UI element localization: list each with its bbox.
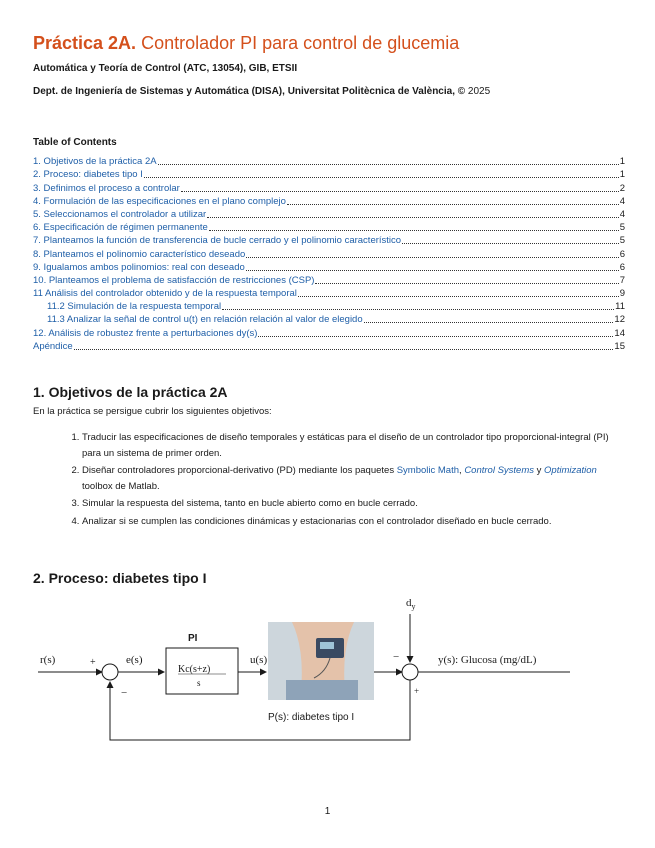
toc-entry-label[interactable]: 11.3 Analizar la señal de control u(t) en relación relación al valor de elegido — [47, 314, 363, 326]
toc-leader — [402, 242, 619, 244]
sum2-minus: − — [393, 651, 400, 663]
toc-entry[interactable] — [33, 326, 625, 339]
toc-entry[interactable] — [33, 300, 625, 313]
toc-entry[interactable] — [33, 287, 625, 300]
optimization-link[interactable]: Optimization — [544, 465, 597, 476]
toc-entry-label[interactable]: 3. Definimos el proceso a controlar — [33, 182, 180, 194]
pump-screen — [320, 642, 334, 649]
objective-3: 3. Simular la respuesta del sistema, tanto en bucle abierto como en bucle cerrado. — [82, 496, 622, 512]
department-text: Dept. de Ingeniería de Sistemas y Automática (DISA), Universitat Politècnica de València, © — [33, 86, 466, 97]
pi-label: PI — [188, 633, 198, 644]
document-title — [33, 33, 459, 54]
objectives-list — [62, 430, 622, 531]
toc-leader — [246, 256, 618, 258]
objective-2 — [82, 463, 622, 494]
toc-entry-label[interactable]: 2. Proceso: diabetes tipo I — [33, 169, 143, 181]
objective-2-tail: toolbox de Matlab. — [82, 480, 160, 492]
toc-entry[interactable] — [33, 221, 625, 234]
toc-entry-label[interactable]: Apéndice — [33, 340, 73, 352]
toc-entry-label[interactable]: 12. Análisis de robustez frente a perturbaciones dy(s) — [33, 327, 258, 339]
toc-page-number: 6 — [619, 248, 625, 260]
page-number: 1 — [324, 806, 331, 817]
toc-page-number: 5 — [619, 235, 625, 247]
control-systems-link[interactable]: Control Systems — [464, 465, 534, 476]
toc-leader — [181, 190, 619, 192]
patient-insulin-pump-image — [268, 622, 374, 700]
toc-page-number: 1 — [619, 156, 625, 168]
toc-page-number: 5 — [619, 222, 625, 234]
toc-leader — [158, 163, 619, 165]
controller-numerator: Kc(s+z) — [178, 664, 211, 675]
toc-page-number: 1 — [619, 169, 625, 181]
sep1: , — [459, 465, 465, 476]
toc-leader — [258, 335, 613, 337]
toc-entry[interactable] — [33, 274, 625, 287]
sep2: y — [534, 465, 545, 476]
dy-main: d — [406, 597, 412, 609]
jeans-shape — [286, 680, 358, 700]
course-line: Automática y Teoría de Control (ATC, 13054), GIB, ETSII — [33, 63, 298, 74]
toc-leader — [246, 269, 619, 271]
title-bold: Práctica 2A. — [33, 33, 137, 53]
output-label: y(s): Glucosa (mg/dL) — [438, 654, 537, 666]
sum2-plus: + — [414, 686, 420, 696]
sum1-minus: − — [121, 687, 128, 699]
block-diagram — [30, 592, 590, 752]
toc-page-number: 6 — [619, 261, 625, 273]
toc-leader — [315, 282, 618, 284]
toc-leader — [209, 229, 619, 231]
section1-heading: 1. Objetivos de la práctica 2A — [33, 384, 228, 400]
toc-page-number: 12 — [614, 314, 625, 326]
toc-entry-label[interactable]: 5. Seleccionamos el controlador a utilizar — [33, 208, 207, 220]
toc-entry[interactable] — [33, 181, 625, 194]
error-label: e(s) — [126, 654, 143, 666]
toc-leader — [207, 216, 619, 218]
objective-4: 4. Analizar si se cumplen las condiciones dinámicas y estacionarias con el controlador diseñado en bucle cerrado. — [82, 514, 622, 530]
dy-sub: y — [411, 602, 416, 611]
disturbance-label — [406, 597, 416, 611]
toc-entry-label[interactable]: 11.2 Simulación de la respuesta temporal — [47, 301, 222, 313]
toc-entry[interactable] — [33, 261, 625, 274]
year: 2025 — [465, 86, 491, 97]
toc-entry-label[interactable]: 4. Formulación de las especificaciones en el plano complejo — [33, 195, 286, 207]
toc-page-number: 9 — [619, 288, 625, 300]
toc-page-number: 7 — [619, 274, 625, 286]
toc-page-number: 15 — [614, 340, 625, 352]
toc-page-number: 14 — [614, 327, 625, 339]
toc-entry[interactable] — [33, 313, 625, 326]
summing-junction-2 — [402, 664, 418, 680]
control-signal-label: u(s) — [250, 654, 268, 666]
summing-junction-1 — [102, 664, 118, 680]
toc-heading: Table of Contents — [33, 137, 117, 148]
toc-entry-label[interactable]: 7. Planteamos la función de transferencia de bucle cerrado y el polinomio característico — [33, 235, 402, 247]
toc-page-number: 11 — [615, 301, 625, 313]
department-line — [33, 86, 490, 97]
toc-page-number: 2 — [619, 182, 625, 194]
toc-leader — [287, 203, 619, 205]
table-of-contents — [33, 155, 625, 353]
sum1-plus: + — [90, 657, 96, 668]
toc-entry[interactable] — [33, 155, 625, 168]
toc-entry-label[interactable]: 1. Objetivos de la práctica 2A — [33, 156, 157, 168]
toc-entry-label[interactable]: 8. Planteamos el polinomio característico deseado — [33, 248, 246, 260]
section1-intro: En la práctica se persigue cubrir los siguientes objetivos: — [33, 406, 272, 417]
toc-entry[interactable] — [33, 247, 625, 260]
toc-entry[interactable] — [33, 234, 625, 247]
toc-entry-label[interactable]: 9. Igualamos ambos polinomios: real con deseado — [33, 261, 245, 273]
title-rest: Controlador PI para control de glucemia — [136, 33, 460, 53]
plant-caption: P(s): diabetes tipo I — [268, 712, 355, 723]
toc-entry[interactable] — [33, 208, 625, 221]
toc-entry-label[interactable]: 6. Especificación de régimen permanente — [33, 222, 208, 234]
toc-entry-label[interactable]: 10. Planteamos el problema de satisfacción de restricciones (CSP) — [33, 274, 315, 286]
reference-label: r(s) — [40, 654, 56, 666]
toc-page-number: 4 — [619, 195, 625, 207]
toc-leader — [74, 348, 614, 350]
controller-denominator: s — [197, 678, 201, 688]
toc-entry[interactable] — [33, 195, 625, 208]
objective-1: 1. Traducir las especificaciones de diseño temporales y estáticas para el diseño de un controlador tipo proporcional-integral (PI) para un sistema de primer orden. — [82, 430, 622, 461]
toc-page-number: 4 — [619, 208, 625, 220]
toc-leader — [222, 308, 614, 310]
objective-2-text: Diseñar controladores proporcional-derivativo (PD) mediante los paquetes — [82, 465, 397, 476]
toc-entry[interactable] — [33, 168, 625, 181]
symbolic-math-link[interactable]: Symbolic Math — [396, 465, 460, 476]
toc-entry[interactable] — [33, 340, 625, 353]
toc-leader — [364, 321, 614, 323]
toc-leader — [298, 295, 619, 297]
toc-entry-label[interactable]: 11 Análisis del controlador obtenido y de la respuesta temporal — [33, 288, 297, 300]
toc-leader — [144, 176, 619, 178]
section2-heading: 2. Proceso: diabetes tipo I — [33, 570, 207, 586]
